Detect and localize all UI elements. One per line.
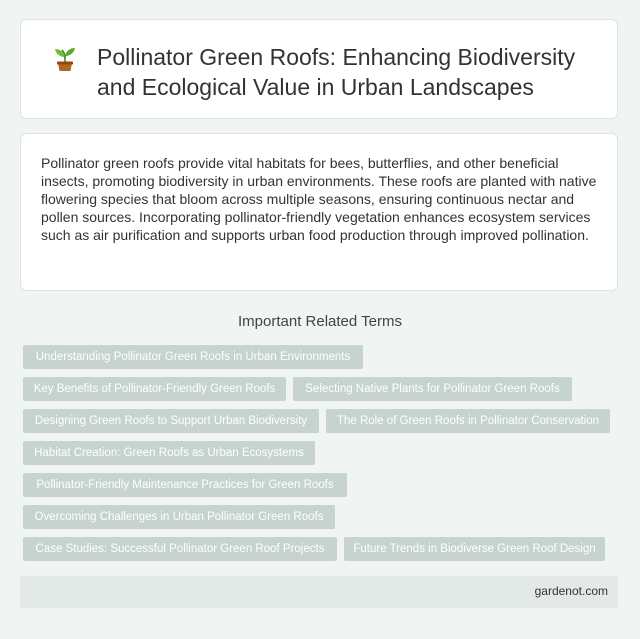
term-tag[interactable]: Overcoming Challenges in Urban Pollinator Green Roofs <box>23 505 335 529</box>
term-tag[interactable]: Selecting Native Plants for Pollinator Green Roofs <box>293 377 572 401</box>
term-tag[interactable]: Future Trends in Biodiverse Green Roof Design <box>344 537 605 561</box>
footer <box>20 576 618 608</box>
footer-site[interactable]: gardenot.com <box>534 584 608 598</box>
title-card <box>20 19 618 119</box>
term-tag[interactable]: Case Studies: Successful Pollinator Green Roof Projects <box>23 537 337 561</box>
term-tag[interactable]: Understanding Pollinator Green Roofs in Urban Environments <box>23 345 363 369</box>
term-tag[interactable]: Designing Green Roofs to Support Urban Biodiversity <box>23 409 319 433</box>
description-card <box>20 133 618 291</box>
term-tag[interactable]: Habitat Creation: Green Roofs as Urban Ecosystems <box>23 441 315 465</box>
term-tag[interactable]: The Role of Green Roofs in Pollinator Conservation <box>326 409 610 433</box>
page-title: Pollinator Green Roofs: Enhancing Biodiversity and Ecological Value in Urban Landscapes <box>97 44 576 100</box>
term-tag[interactable]: Pollinator-Friendly Maintenance Practices for Green Roofs <box>23 473 347 497</box>
related-terms-heading: Important Related Terms <box>238 313 402 330</box>
description-text: Pollinator green roofs provide vital habitats for bees, butterflies, and other beneficial insects, promoting biodiversity in urban environments. These roofs are planted with native flowering species that bloom across multiple seasons, ensuring continuous nectar and pollen sources. Incorporating pollinator-friendly vegetation enhances ecosystem services such as air purification and supports urban food production through improved pollination. <box>41 155 597 243</box>
term-tag[interactable]: Key Benefits of Pollinator-Friendly Green Roofs <box>23 377 286 401</box>
